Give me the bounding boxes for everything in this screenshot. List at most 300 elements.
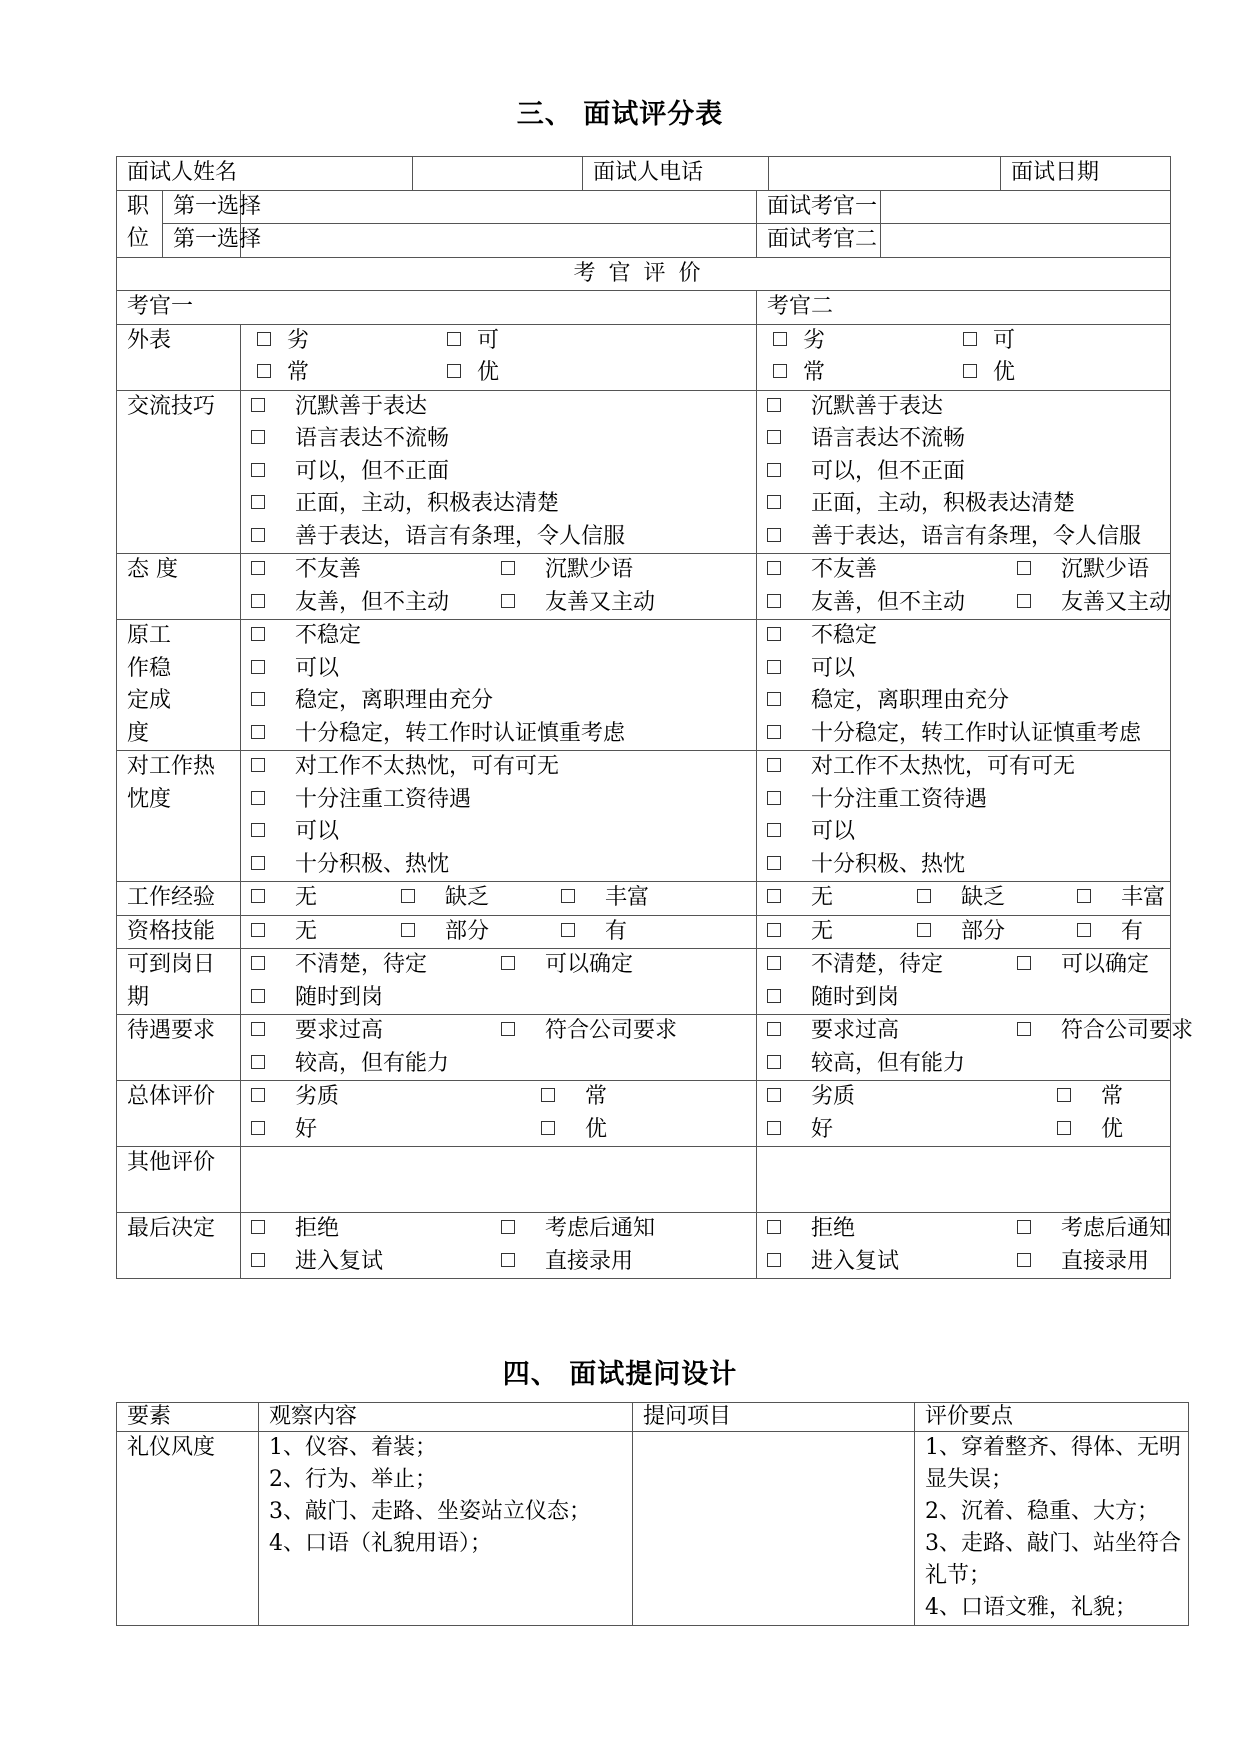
option-item[interactable] [251,982,383,1015]
criterion-label [117,751,241,882]
criterion-label-line: 忱度 [127,786,172,812]
option-item[interactable] [501,1246,633,1279]
checkbox-icon[interactable] [561,889,575,903]
checkbox-icon[interactable] [251,528,265,542]
criterion-label-line: 最后决定 [127,1216,216,1241]
option-label: 随时到岗 [811,984,900,1010]
criterion-label [117,1213,241,1279]
checkbox-icon[interactable] [1057,1121,1071,1135]
checkbox-icon[interactable] [447,364,461,378]
option-label: 缺乏 [961,885,1006,910]
checkbox-icon[interactable] [251,430,265,444]
option-label: 语言表达不流畅 [295,426,450,451]
checkbox-icon[interactable] [963,364,977,378]
points-item: 3、走路、敲门、站坐符合礼节； [925,1531,1181,1588]
checkbox-icon[interactable] [251,627,265,641]
criterion-label-line: 定成 [127,688,172,713]
option-line [767,1213,1170,1246]
option-line [251,488,756,521]
option-item[interactable] [251,685,493,718]
option-label: 善于表达，语言有条理，令人信服 [811,523,1142,549]
option-label: 丰富 [605,885,650,910]
checkbox-icon[interactable] [773,364,787,378]
criterion-label-line: 度 [127,720,150,746]
checkbox-icon[interactable] [251,889,265,903]
option-item[interactable] [1077,882,1165,915]
checkbox-icon[interactable] [767,398,781,412]
checkbox-icon[interactable] [1017,594,1031,608]
option-item[interactable] [767,620,877,653]
checkbox-icon[interactable] [767,1220,781,1234]
checkbox-icon[interactable] [767,660,781,674]
option-item[interactable] [963,325,1015,358]
checkbox-icon[interactable] [251,1121,265,1135]
questions-cell[interactable] [633,1432,915,1626]
option-item[interactable] [767,1114,833,1147]
checkbox-icon[interactable] [767,823,781,837]
option-label: 较高，但有能力 [295,1050,450,1076]
checkbox-icon[interactable] [561,923,575,937]
option-line [251,1015,756,1048]
option-label: 劣质 [811,1084,856,1109]
option-item[interactable] [561,882,649,915]
option-line [251,1213,756,1246]
option-item[interactable] [767,587,965,620]
option-item[interactable] [767,849,965,882]
option-line [251,784,756,817]
examiner2-options [757,949,1171,1015]
checkbox-icon[interactable] [1017,1220,1031,1234]
option-label: 要求过高 [811,1018,900,1043]
option-item[interactable] [251,488,559,521]
option-line [767,1081,1170,1114]
option-label: 丰富 [1121,885,1166,910]
option-line [251,423,756,456]
checkbox-icon[interactable] [767,1088,781,1102]
option-line [767,325,1170,358]
option-item[interactable] [767,521,1141,554]
option-label: 无 [295,918,318,944]
examiner2-options [757,915,1171,949]
checkbox-icon[interactable] [251,463,265,477]
option-item[interactable] [251,1048,449,1081]
option-label: 不友善 [295,557,362,582]
option-label: 不稳定 [295,623,362,648]
criterion-label-line: 总体评价 [127,1084,216,1109]
option-label: 优 [585,1116,608,1142]
option-item[interactable] [501,1213,655,1246]
option-item[interactable] [501,587,655,620]
option-label: 沉默少语 [1061,557,1150,582]
option-item[interactable] [767,423,965,456]
checkbox-icon[interactable] [767,692,781,706]
option-item[interactable] [251,751,559,784]
option-label: 拒绝 [295,1216,340,1241]
checkbox-icon[interactable] [767,1253,781,1267]
option-item[interactable] [767,1213,855,1246]
checkbox-icon[interactable] [767,430,781,444]
observe-item: 2、行为、举止； [269,1467,437,1492]
checkbox-icon[interactable] [501,956,515,970]
option-item[interactable] [767,751,1075,784]
option-item[interactable] [917,916,1005,949]
option-label: 部分 [445,918,490,944]
option-label: 十分积极、热忱 [811,851,966,877]
option-item[interactable] [251,587,449,620]
option-label: 稳定，离职理由充分 [811,688,1010,713]
examiner1-options [241,882,757,916]
option-line [767,816,1170,849]
option-line [251,554,756,587]
checkbox-icon[interactable] [1077,923,1091,937]
option-item[interactable] [773,325,825,358]
option-item[interactable] [1017,587,1171,620]
checkbox-icon[interactable] [251,398,265,412]
criterion-label [117,620,241,751]
checkbox-icon[interactable] [963,332,977,346]
checkbox-icon[interactable] [767,989,781,1003]
checkbox-icon[interactable] [1017,1253,1031,1267]
option-item[interactable] [251,653,339,686]
option-item[interactable] [773,357,825,390]
option-label: 十分积极、热忱 [295,851,450,877]
option-item[interactable] [917,882,1005,915]
checkbox-icon[interactable] [541,1121,555,1135]
checkbox-icon[interactable] [767,758,781,772]
option-label: 语言表达不流畅 [811,426,966,451]
score-table [116,156,1194,1279]
checkbox-icon[interactable] [767,1121,781,1135]
checkbox-icon[interactable] [1017,1022,1031,1036]
option-item[interactable] [767,784,987,817]
option-item[interactable] [541,1081,607,1114]
checkbox-icon[interactable] [767,463,781,477]
checkbox-icon[interactable] [257,332,271,346]
option-label: 直接录用 [545,1248,634,1274]
examiner1-options [241,751,757,882]
option-item[interactable] [767,949,943,982]
checkbox-icon[interactable] [251,725,265,739]
option-item[interactable] [1057,1114,1123,1147]
option-item[interactable] [251,882,317,915]
option-line [767,423,1170,456]
checkbox-icon[interactable] [1057,1088,1071,1102]
option-item[interactable] [251,1081,339,1114]
option-label: 常 [803,360,826,385]
option-item[interactable] [251,949,427,982]
option-label: 常 [585,1084,608,1109]
option-item[interactable] [1077,916,1143,949]
checkbox-icon[interactable] [767,856,781,870]
option-line [767,620,1170,653]
option-item[interactable] [257,357,309,390]
option-line [251,882,756,915]
checkbox-icon[interactable] [767,627,781,641]
option-item[interactable] [251,816,339,849]
section4-title: 四、 面试提问设计 [502,1359,738,1390]
option-item[interactable] [251,718,625,751]
criterion-label [117,1015,241,1081]
position-char: 位 [127,226,150,251]
option-line [767,1246,1170,1279]
checkbox-icon[interactable] [401,889,415,903]
option-item[interactable] [767,1015,899,1048]
observe-item: 4、口语（礼貌用语）； [269,1531,492,1556]
option-item[interactable] [447,357,499,390]
option-item[interactable] [767,982,899,1015]
checkbox-icon[interactable] [251,594,265,608]
checkbox-icon[interactable] [501,561,515,575]
option-label: 沉默善于表达 [811,393,944,419]
option-item[interactable] [767,653,855,686]
option-item[interactable] [401,882,489,915]
phone-label: 面试人电话 [583,157,769,191]
option-line [767,391,1170,424]
checkbox-icon[interactable] [767,725,781,739]
option-item[interactable] [251,423,449,456]
checkbox-icon[interactable] [251,923,265,937]
examiner1-label: 面试考官一 [757,190,881,224]
option-item[interactable] [1017,1015,1193,1048]
option-line [767,784,1170,817]
option-line [767,1015,1194,1048]
checkbox-icon[interactable] [767,495,781,509]
checkbox-icon[interactable] [767,528,781,542]
option-item[interactable] [1017,1213,1171,1246]
option-label: 友善，但不主动 [295,589,450,615]
checkbox-icon[interactable] [251,758,265,772]
criterion-label [117,554,241,620]
option-item[interactable] [541,1114,607,1147]
option-label: 直接录用 [1061,1248,1150,1274]
option-item[interactable] [251,784,471,817]
option-item[interactable] [251,1246,383,1279]
examiner1-header: 考官一 [117,291,757,325]
choice2-field[interactable] [241,224,757,258]
option-label: 拒绝 [811,1216,856,1241]
option-label: 无 [811,885,834,910]
points-cell [915,1432,1189,1626]
option-line [251,816,756,849]
option-item[interactable] [767,816,855,849]
checkbox-icon[interactable] [541,1088,555,1102]
option-label: 常 [287,360,310,385]
option-line [767,718,1170,751]
checkbox-icon[interactable] [1017,956,1031,970]
checkbox-icon[interactable] [257,364,271,378]
option-line [251,653,756,686]
examiner2-options [757,1213,1171,1279]
option-item[interactable] [251,456,449,489]
examiner2-options [757,1081,1171,1147]
phone-field[interactable] [769,157,1001,191]
option-item[interactable] [501,1015,677,1048]
checkbox-icon[interactable] [1077,889,1091,903]
option-item[interactable] [251,521,625,554]
option-label: 可以 [295,819,340,844]
option-label: 优 [993,360,1016,385]
option-item[interactable] [767,488,1075,521]
criterion-label-line: 待遇要求 [127,1018,216,1043]
option-line [251,1246,756,1279]
option-label: 进入复试 [295,1248,384,1274]
option-label: 稳定，离职理由充分 [295,688,494,713]
option-label: 符合公司要求 [1061,1018,1194,1043]
option-item[interactable] [257,325,309,358]
checkbox-icon[interactable] [773,332,787,346]
checkbox-icon[interactable] [767,1055,781,1069]
checkbox-icon[interactable] [501,594,515,608]
option-item[interactable] [251,1015,383,1048]
option-item[interactable] [767,1081,855,1114]
examiner2-field[interactable] [881,224,1171,258]
option-item[interactable] [251,916,317,949]
option-line [767,456,1170,489]
checkbox-icon[interactable] [251,956,265,970]
checkbox-icon[interactable] [767,1022,781,1036]
option-line [767,1114,1170,1147]
checkbox-icon[interactable] [251,791,265,805]
option-line [251,587,756,620]
option-line [767,554,1170,587]
option-label: 沉默少语 [545,557,634,582]
name-field[interactable] [413,157,583,191]
checkbox-icon[interactable] [251,1022,265,1036]
checkbox-icon[interactable] [251,823,265,837]
checkbox-icon[interactable] [1017,561,1031,575]
observe-cell [259,1432,633,1626]
option-item[interactable] [767,916,833,949]
option-label: 好 [811,1116,834,1142]
option-line [767,982,1170,1015]
criterion-label-line: 外表 [127,327,172,353]
option-label: 不稳定 [811,623,878,648]
eval-title: 考官评价 [117,257,1171,291]
checkbox-icon[interactable] [251,856,265,870]
option-label: 有 [1121,918,1144,944]
checkbox-icon[interactable] [917,923,931,937]
option-item[interactable] [1017,1246,1149,1279]
option-item[interactable] [767,1246,899,1279]
checkbox-icon[interactable] [401,923,415,937]
option-line [767,849,1170,882]
examiner1-field[interactable] [881,190,1171,224]
checkbox-icon[interactable] [251,1055,265,1069]
option-label: 可以，但不正面 [811,458,966,484]
option-line [251,456,756,489]
criterion-label [117,949,241,1015]
option-item[interactable] [251,1114,317,1147]
examiner2-options [757,324,1171,390]
criterion-label-line: 期 [127,984,150,1010]
option-item[interactable] [447,325,499,358]
option-label: 可 [477,327,500,353]
checkbox-icon[interactable] [767,791,781,805]
checkbox-icon[interactable] [251,1088,265,1102]
criterion-label [117,390,241,554]
question-table [116,1402,1189,1626]
option-line [251,357,756,390]
option-item[interactable] [251,849,449,882]
option-line [251,391,756,424]
criterion-label-line: 态 度 [127,557,178,582]
examiner1-options [241,1081,757,1147]
option-label: 随时到岗 [295,984,384,1010]
examiner2-options [757,882,1171,916]
checkbox-icon[interactable] [767,923,781,937]
checkbox-icon[interactable] [501,1253,515,1267]
choice2-label: 第一选择 [163,224,241,258]
option-line [251,1081,756,1114]
option-item[interactable] [767,685,1009,718]
option-item[interactable] [1017,949,1149,982]
option-line [251,1048,756,1081]
option-item[interactable] [767,554,877,587]
option-label: 友善又主动 [545,589,656,615]
checkbox-icon[interactable] [447,332,461,346]
header-element: 要素 [117,1403,259,1432]
checkbox-icon[interactable] [767,594,781,608]
checkbox-icon[interactable] [767,561,781,575]
option-label: 部分 [961,918,1006,944]
checkbox-icon[interactable] [251,1220,265,1234]
option-item[interactable] [401,916,489,949]
option-item[interactable] [1017,554,1149,587]
option-item[interactable] [767,882,833,915]
option-item[interactable] [501,949,633,982]
option-item[interactable] [1057,1081,1123,1114]
checkbox-icon[interactable] [917,889,931,903]
option-item[interactable] [251,620,361,653]
option-item[interactable] [767,391,943,424]
checkbox-icon[interactable] [251,1253,265,1267]
option-line [251,718,756,751]
checkbox-icon[interactable] [767,889,781,903]
option-item[interactable] [767,456,965,489]
checkbox-icon[interactable] [501,1022,515,1036]
option-item[interactable] [963,357,1015,390]
criterion-label [117,1081,241,1147]
checkbox-icon[interactable] [767,956,781,970]
option-item[interactable] [251,1213,339,1246]
examiner2-options [757,554,1171,620]
option-line [767,685,1170,718]
option-item[interactable] [767,718,1141,751]
checkbox-icon[interactable] [251,561,265,575]
option-item[interactable] [251,391,427,424]
option-item[interactable] [501,554,633,587]
criterion-label [117,882,241,916]
examiner1-options [241,1015,757,1081]
checkbox-icon[interactable] [501,1220,515,1234]
option-item[interactable] [767,1048,965,1081]
option-item[interactable] [251,554,361,587]
checkbox-icon[interactable] [251,495,265,509]
date-label: 面试日期 [1001,157,1171,191]
checkbox-icon[interactable] [251,989,265,1003]
option-item[interactable] [561,916,627,949]
choice1-field[interactable] [241,190,757,224]
option-label: 不友善 [811,557,878,582]
points-item: 4、口语文雅，礼貌； [925,1595,1137,1620]
criterion-label-line: 可到岗日 [127,952,216,977]
examiner1-options [241,949,757,1015]
checkbox-icon[interactable] [251,660,265,674]
criterion-label [117,1147,241,1213]
option-label: 善于表达，语言有条理，令人信服 [295,523,626,549]
examiner2-options [757,1015,1194,1081]
checkbox-icon[interactable] [251,692,265,706]
